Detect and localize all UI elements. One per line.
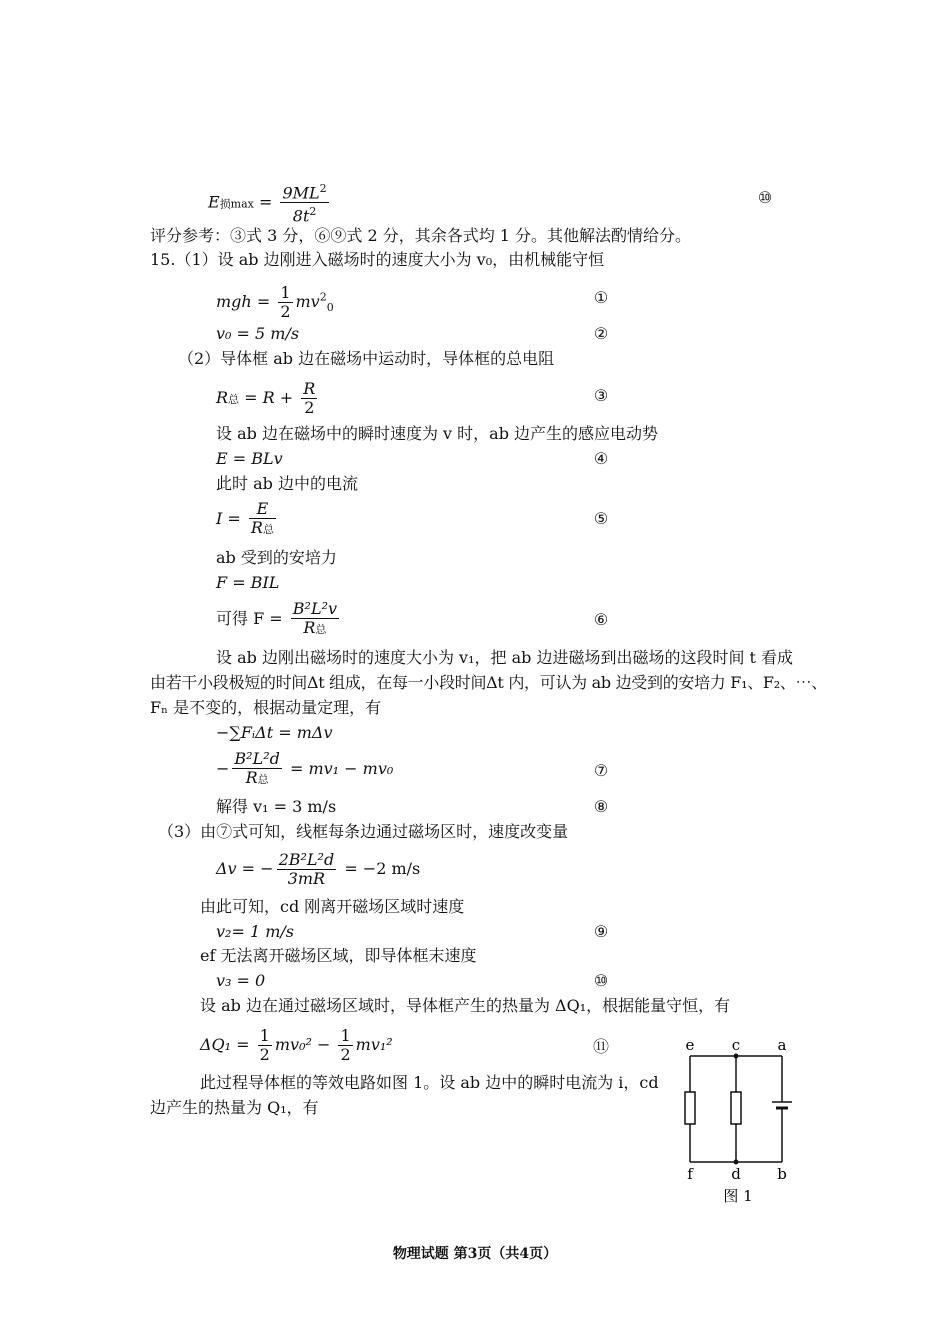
eq-2: v₀ = 5 m/s (216, 324, 300, 343)
eq-number: ⑨ (593, 922, 609, 941)
label-e: e (685, 1036, 695, 1054)
fraction: $\frac{\text{B²L²d}}{\text{R总}}$ (234, 749, 280, 787)
eq-number: ② (593, 324, 609, 343)
part3-intro: （3）由⑦式可知，线框每条边通过磁场区时，速度改变量 (158, 822, 569, 841)
eq-number: ③ (593, 386, 609, 405)
eq-3: R总 = R + $\frac{R}{2}$ (216, 379, 316, 417)
figure-caption: 图 1 (723, 1187, 753, 1205)
page-footer: 物理试题 第3页（共4页） (392, 1246, 558, 1262)
text-cd: 由此可知，cd 刚离开磁场区域时速度 (200, 897, 465, 916)
label-c: c (731, 1036, 741, 1054)
fraction: $\frac{\text{2B²L²d}}{3mR}$ (278, 850, 335, 888)
eq-11: ΔQ₁ = $\frac{1}{2}$ mv₀² − $\frac{1}{2}$ mv₁² (200, 1026, 393, 1064)
fraction: $\frac{1}{2}$ (280, 283, 291, 321)
eq-momentum: −∑FᵢΔt = mΔv (216, 723, 333, 742)
eq-9: v₂= 1 m/s (216, 922, 294, 941)
label-f: f (687, 1165, 693, 1183)
fraction: $\frac{1}{2}$ (259, 1026, 270, 1064)
label-d: d (731, 1165, 741, 1183)
eq-number: ⑩ (593, 971, 609, 990)
emax-fraction: $\frac{9ML^2}{8t^2}$ (282, 182, 327, 226)
paragraph-line: Fₙ 是不变的，根据动量定理，有 (150, 698, 382, 717)
eq-5: I = $\frac{E}{\text{R总}}$ (216, 499, 274, 537)
eq-8: 解得 v₁ = 3 m/s (216, 797, 337, 816)
eq-emax: E损max = $\frac{9ML^2}{8t^2}$ (208, 182, 327, 226)
text-heat: 设 ab 边在通过磁场区域时，导体框产生的热量为 ΔQ₁，根据能量守恒，有 (200, 996, 731, 1015)
eq-number: ⑧ (593, 797, 609, 816)
eq-number: ④ (593, 449, 609, 468)
eq-number: ⑦ (593, 761, 609, 780)
fraction: $\frac{\text{B²L²v}}{\text{R总}}$ (292, 599, 338, 637)
text-emf: 设 ab 边在磁场中的瞬时速度为 v 时，ab 边产生的感应电动势 (216, 424, 659, 443)
fraction: $\frac{E}{\text{R总}}$ (250, 499, 274, 537)
resistor-ef (685, 1092, 695, 1124)
eq-dv: Δv = − $\frac{\text{2B²L²d}}{3mR}$ = −2 m/s (216, 850, 421, 888)
fraction: $\frac{R}{2}$ (303, 379, 316, 417)
eq-number: ① (593, 288, 609, 307)
paragraph-line: 设 ab 边刚出磁场时的速度大小为 v₁，把 ab 边进磁场到出磁场的这段时间 t 看成 (216, 648, 794, 667)
paragraph-line: 此过程导体框的等效电路如图 1。设 ab 边中的瞬时电流为 i，cd (200, 1073, 659, 1092)
label-b: b (777, 1165, 787, 1183)
eq-number: ⑪ (592, 1037, 609, 1056)
eq-number: ⑥ (593, 610, 609, 629)
text-force: ab 受到的安培力 (216, 548, 337, 567)
label-a: a (777, 1036, 787, 1054)
text-current: 此时 ab 边中的电流 (216, 474, 358, 493)
eq-1: mgh = $\frac{1}{2}$ $mv^2_0$ (216, 283, 334, 321)
eq-number: ⑩ (757, 188, 773, 207)
eq-7: − $\frac{\text{B²L²d}}{\text{R总}}$ = mv₁ − mv₀ (216, 749, 394, 787)
eq-6: 可得 F = $\frac{\text{B²L²v}}{\text{R总}}$ (216, 599, 338, 637)
eq-force: F = BIL (216, 573, 280, 592)
circuit-figure (676, 1034, 816, 1210)
resistor-cd (731, 1092, 741, 1124)
text-ef: ef 无法离开磁场区域，即导体框末速度 (200, 946, 477, 965)
paragraph-line: 边产生的热量为 Q₁，有 (150, 1098, 319, 1117)
part2-intro: （2）导体框 ab 边在磁场中运动时，导体框的总电阻 (178, 349, 555, 368)
scoring-note: 评分参考：③式 3 分，⑥⑨式 2 分，其余各式均 1 分。其他解法酌情给分。 (150, 226, 692, 245)
paragraph-line: 由若干小段极短的时间Δt 组成，在每一小段时间Δt 内，可认为 ab 边受到的安培力 F₁、F₂、⋯、 (150, 673, 827, 692)
q15-intro: 15.（1）设 ab 边刚进入磁场时的速度大小为 v₀，由机械能守恒 (150, 250, 605, 269)
eq-4: E = BLv (216, 449, 283, 468)
eq-10: v₃ = 0 (216, 971, 266, 990)
fraction: $\frac{1}{2}$ (340, 1026, 351, 1064)
eq-number: ⑤ (593, 509, 609, 528)
